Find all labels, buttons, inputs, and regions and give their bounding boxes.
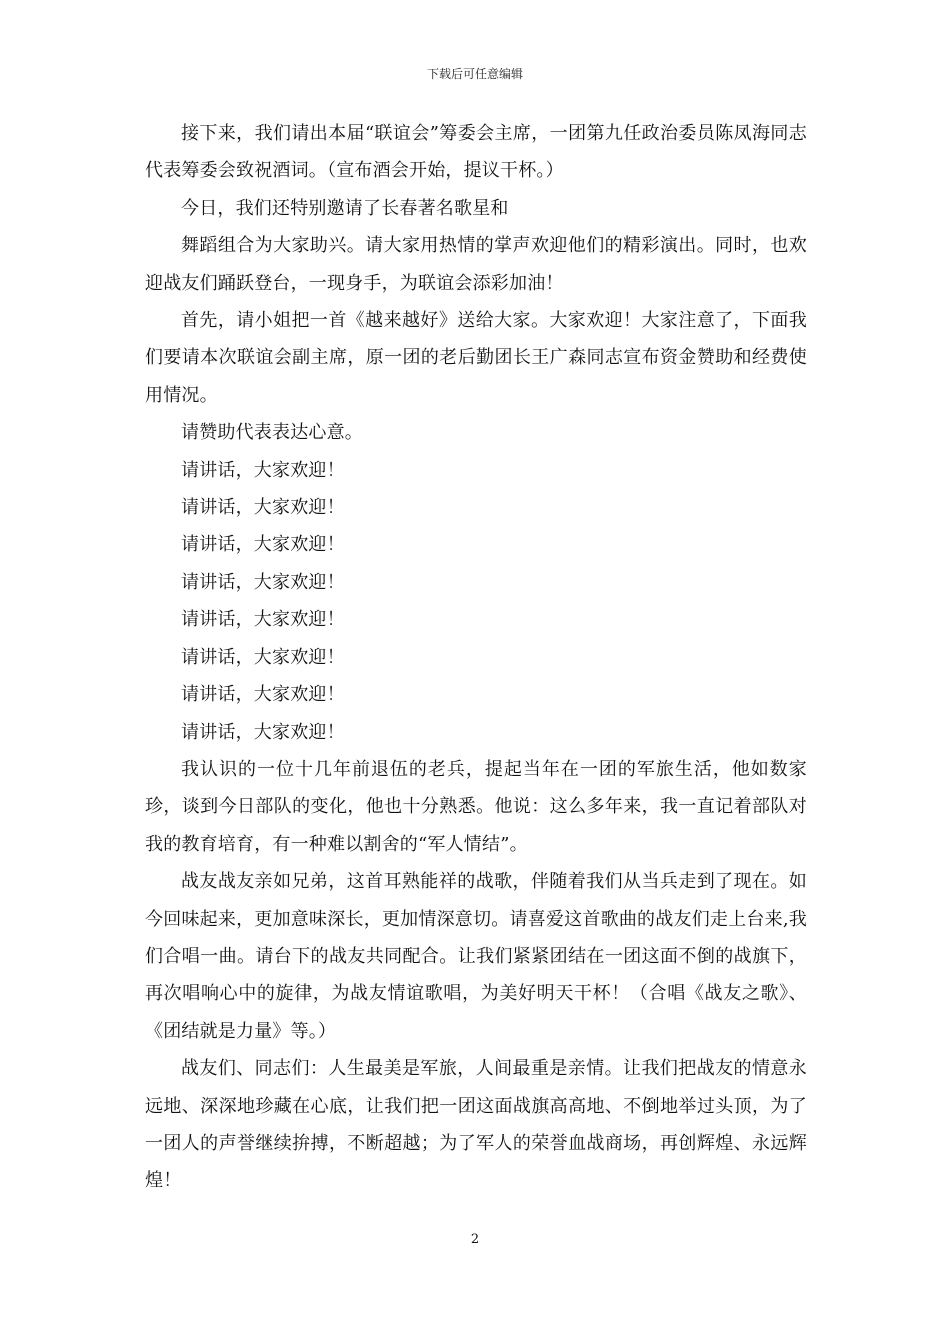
paragraph: 请讲话，大家欢迎！ (181, 497, 345, 519)
page-number: 2 (470, 1232, 480, 1247)
paragraph: 请讲话，大家欢迎！ (181, 534, 345, 556)
page-header: 下载后可任意编辑 (426, 67, 523, 81)
paragraph: 战友战友亲如兄弟，这首耳熟能祥的战歌，伴随着我们从当兵走到了现在。如今回味起来，更加意味深长，更加情深意切。请喜爱这首歌曲的战友们走上台来,我们合唱一曲。请台下的战友共同配合。让我们紧紧团结在一团这面不倒的战旗下，再次唱响心中的旋律，为战友情谊歌唱，为美好明天干杯！（合唱《战友之歌》、《团结就是力量》等。） (145, 871, 807, 1042)
paragraph: 舞蹈组合为大家助兴。请大家用热情的掌声欢迎他们的精彩演出。同时，也欢迎战友们踊跃登台，一现身手，为联谊会添彩加油！ (145, 235, 807, 294)
paragraph: 请讲话，大家欢迎！ (181, 721, 345, 743)
paragraph: 请讲话，大家欢迎！ (181, 646, 345, 668)
paragraph: 我认识的一位十几年前退伍的老兵，提起当年在一团的军旅生活，他如数家珍，谈到今日部队的变化，他也十分熟悉。他说：这么多年来，我一直记着部队对我的教育培育，有一种难以割舍的“军人情结”。 (145, 758, 807, 855)
paragraph: 今日，我们还特别邀请了长春著名歌星和 (181, 197, 509, 219)
paragraph: 战友们、同志们：人生最美是军旅，人间最重是亲情。让我们把战友的情意永远地、深深地珍藏在心底，让我们把一团这面战旗高高地、不倒地举过头顶，为了一团人的声誉继续拚搏，不断超越；为了军人的荣誉血战商场，再创辉煌、永远辉煌！ (145, 1058, 807, 1192)
paragraph: 请讲话，大家欢迎！ (181, 609, 345, 631)
paragraph: 首先，请小姐把一首《越来越好》送给大家。大家欢迎！大家注意了，下面我们要请本次联谊会副主席，原一团的老后勤团长王广森同志宣布资金赞助和经费使用情况。 (145, 310, 807, 406)
paragraph: 接下来，我们请出本届“联谊会”筹委会主席，一团第九任政治委员陈凤海同志代表筹委会致祝酒词。（宣布酒会开始，提议干杯。） (145, 123, 807, 182)
paragraph: 请讲话，大家欢迎！ (181, 571, 345, 593)
paragraph: 请讲话，大家欢迎！ (181, 684, 345, 706)
paragraph: 请讲话，大家欢迎！ (181, 459, 345, 481)
paragraph: 请赞助代表表达心意。 (181, 422, 363, 444)
document-body (145, 115, 807, 1200)
